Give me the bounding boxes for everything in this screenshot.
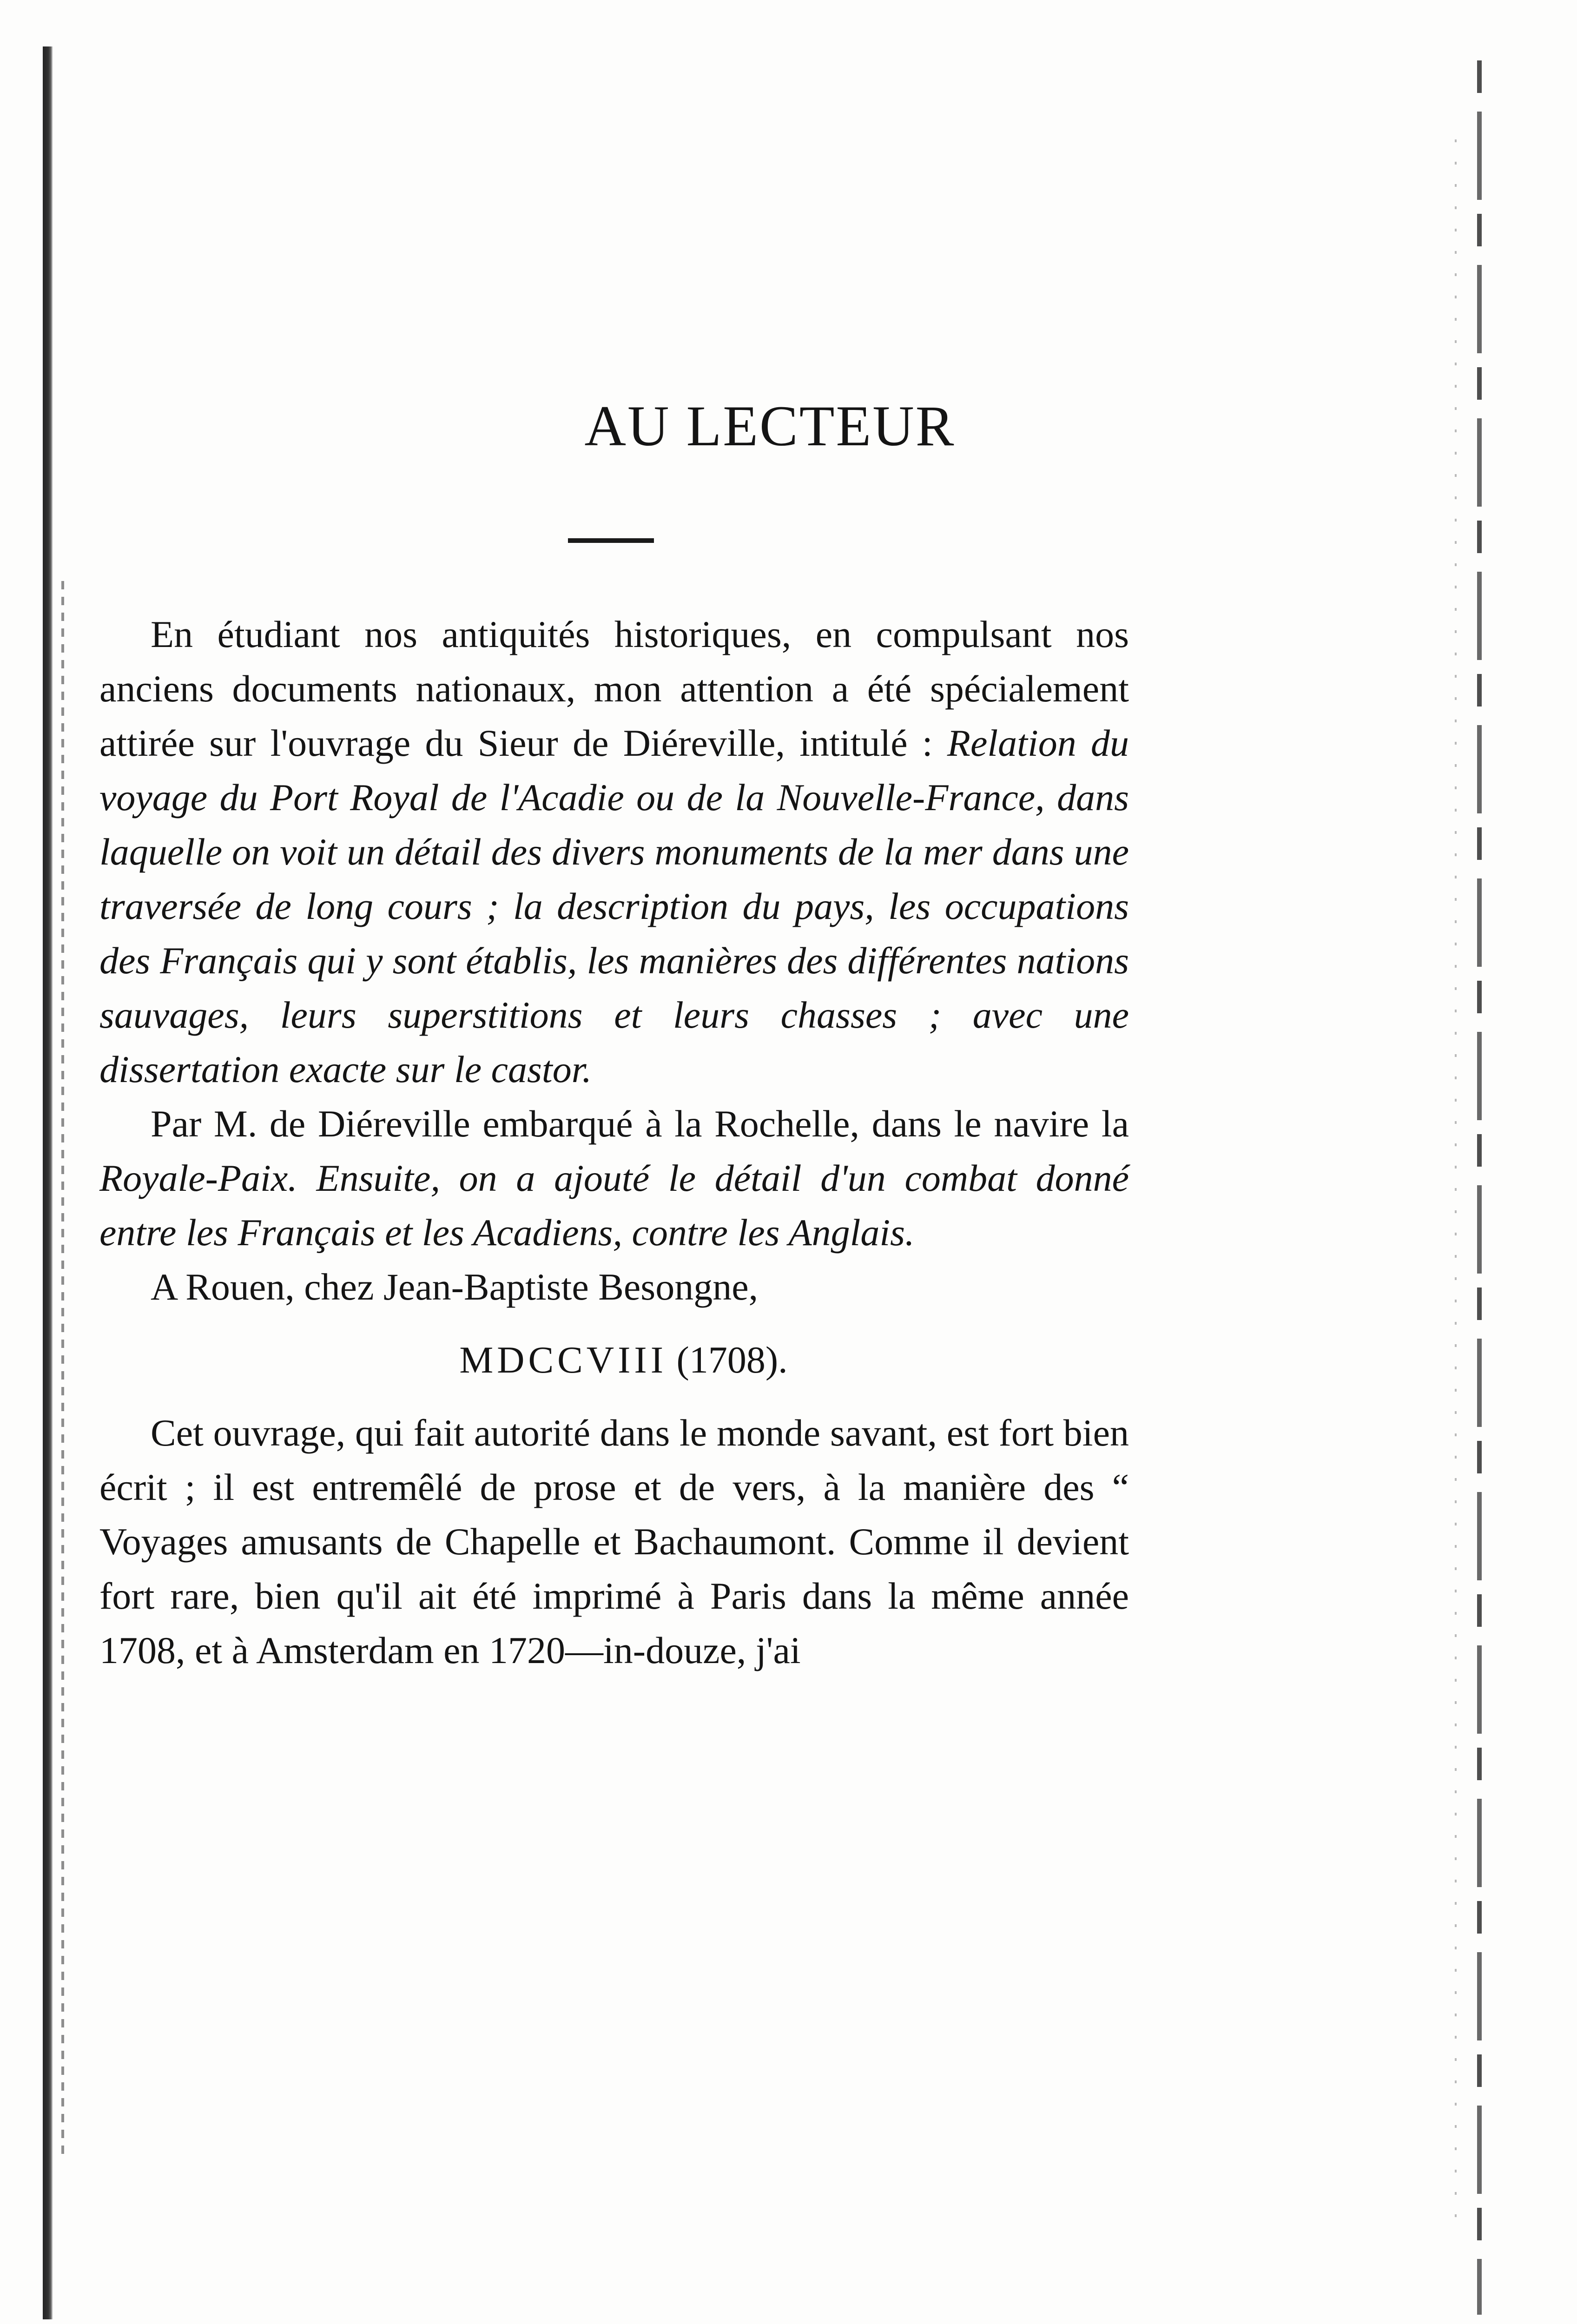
binding-speckle bbox=[61, 581, 64, 2161]
page-heading-text: AU LECTEUR bbox=[584, 394, 956, 458]
body-text bbox=[99, 607, 1129, 1677]
ship-name-italic: Royale-Paix. bbox=[99, 1157, 297, 1199]
imprint-date bbox=[99, 1333, 1129, 1387]
paragraph-publisher: A Rouen, chez Jean-Baptiste Besongne, bbox=[151, 1266, 759, 1308]
heading-rule bbox=[568, 538, 654, 543]
book-title-italic: Relation du voyage du Port Royal de l'Acadie ou de la Nouvelle-France, dans laquelle on voit un détail des divers monuments de la mer dans une traversée de long cours ; la description du pays, les occupations des Français qui y sont établis, les manières des différentes nations sauvages, leurs superstitions et leurs chasses ; avec une dissertation exacte sur le castor. bbox=[99, 722, 1129, 1090]
paragraph-commentary: Cet ouvrage, qui fait autorité dans le monde savant, est fort bien écrit ; il est entremêlé de prose et de vers, à la manière des “ Voyages amusants de Chapelle et Bachaumont. Comme il devient fort rare, bien qu'il ait été imprimé à Paris dans la même année 1708, et à Amsterdam en 1720—in-douze, j'ai bbox=[99, 1412, 1129, 1671]
imprint-year: (1708). bbox=[667, 1339, 788, 1381]
paragraph-intro bbox=[99, 607, 1129, 1096]
binding-shadow bbox=[43, 46, 53, 2319]
intro-text: En étudiant nos antiquités historiques, en compulsant nos anciens documents nationaux, mon attention a été spécialement attirée sur l'ouvrage du Sieur de Diéreville, intitulé : bbox=[99, 613, 1129, 764]
imprint-roman: MDCCVIII bbox=[459, 1339, 667, 1381]
paragraph-author bbox=[99, 1096, 1129, 1260]
author-text: Par M. de Diéreville embarqué à la Rochelle, dans le navire la bbox=[151, 1103, 1129, 1145]
page-heading bbox=[0, 394, 1577, 458]
addendum-italic: Ensuite, on a ajouté le détail d'un combat donné entre les Français et les Acadiens, contre les Anglais. bbox=[99, 1157, 1129, 1254]
